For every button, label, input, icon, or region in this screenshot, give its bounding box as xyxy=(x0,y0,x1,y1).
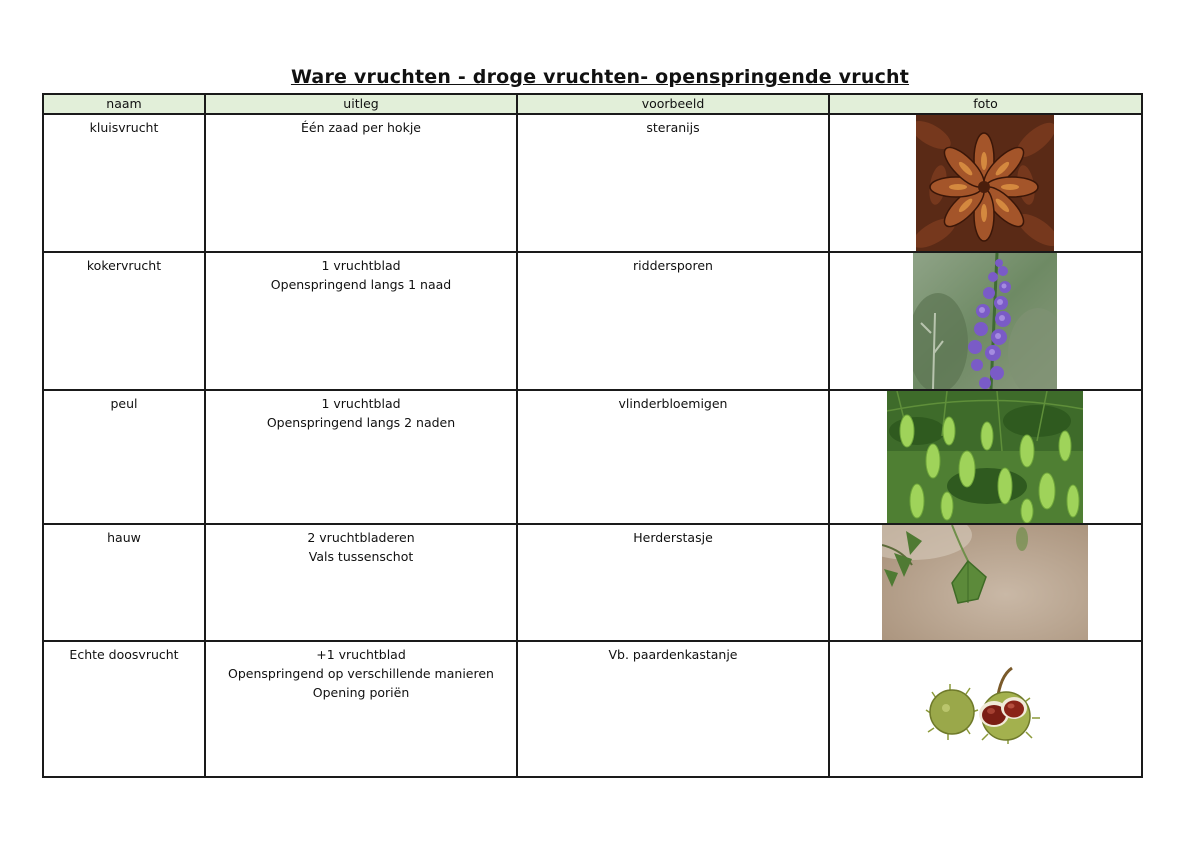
naam-text: kokervrucht xyxy=(86,258,162,273)
horse-chestnut-photo xyxy=(922,664,1052,754)
cell-naam xyxy=(43,524,205,641)
cell-uitleg xyxy=(205,390,517,524)
cell-naam xyxy=(43,390,205,524)
uitleg-line: Openspringend langs 2 naden xyxy=(266,415,456,430)
cell-uitleg xyxy=(205,252,517,390)
uitleg-line: Openspringend op verschillende manieren xyxy=(228,666,494,681)
header-voorbeeld: voorbeeld xyxy=(517,94,829,114)
table-header-row xyxy=(43,94,1142,114)
naam-text: peul xyxy=(110,396,138,411)
header-naam: naam xyxy=(43,94,205,114)
table-row xyxy=(43,641,1142,777)
cell-voorbeeld xyxy=(517,252,829,390)
shepherds-purse-photo xyxy=(882,525,1088,641)
naam-text: Echte doosvrucht xyxy=(69,647,179,662)
uitleg-line: 1 vruchtblad xyxy=(321,258,401,273)
voorbeeld-text: riddersporen xyxy=(633,258,713,273)
table-row xyxy=(43,252,1142,390)
header-foto: foto xyxy=(829,94,1142,114)
voorbeeld-text: Vb. paardenkastanje xyxy=(608,647,738,662)
uitleg-line: Één zaad per hokje xyxy=(301,120,421,135)
cell-naam xyxy=(43,641,205,777)
fruit-table xyxy=(42,93,1143,778)
pea-pods-photo xyxy=(887,391,1083,523)
cell-foto xyxy=(829,114,1142,252)
voorbeeld-text: steranijs xyxy=(646,120,700,135)
uitleg-line: Openspringend langs 1 naad xyxy=(270,277,452,292)
page-title: Ware vruchten - droge vruchten- openspringende vrucht xyxy=(290,66,910,88)
uitleg-line: 1 vruchtblad xyxy=(321,396,401,411)
table-row xyxy=(43,390,1142,524)
naam-text: kluisvrucht xyxy=(89,120,159,135)
cell-naam xyxy=(43,252,205,390)
cell-uitleg xyxy=(205,524,517,641)
cell-voorbeeld xyxy=(517,524,829,641)
uitleg-line: Opening poriën xyxy=(312,685,410,700)
cell-foto xyxy=(829,524,1142,641)
cell-foto xyxy=(829,641,1142,777)
cell-uitleg xyxy=(205,641,517,777)
voorbeeld-text: vlinderbloemigen xyxy=(618,396,728,411)
cell-foto xyxy=(829,252,1142,390)
star-anise-photo xyxy=(916,115,1054,252)
table-row xyxy=(43,114,1142,252)
cell-voorbeeld xyxy=(517,390,829,524)
cell-voorbeeld xyxy=(517,114,829,252)
cell-uitleg xyxy=(205,114,517,252)
voorbeeld-text: Herderstasje xyxy=(633,530,713,545)
uitleg-line: +1 vruchtblad xyxy=(316,647,406,662)
uitleg-line: Vals tussenschot xyxy=(308,549,414,564)
cell-foto xyxy=(829,390,1142,524)
cell-naam xyxy=(43,114,205,252)
uitleg-line: 2 vruchtbladeren xyxy=(307,530,415,545)
table-row xyxy=(43,524,1142,641)
cell-voorbeeld xyxy=(517,641,829,777)
larkspur-photo xyxy=(913,253,1057,389)
naam-text: hauw xyxy=(107,530,141,545)
header-uitleg: uitleg xyxy=(205,94,517,114)
